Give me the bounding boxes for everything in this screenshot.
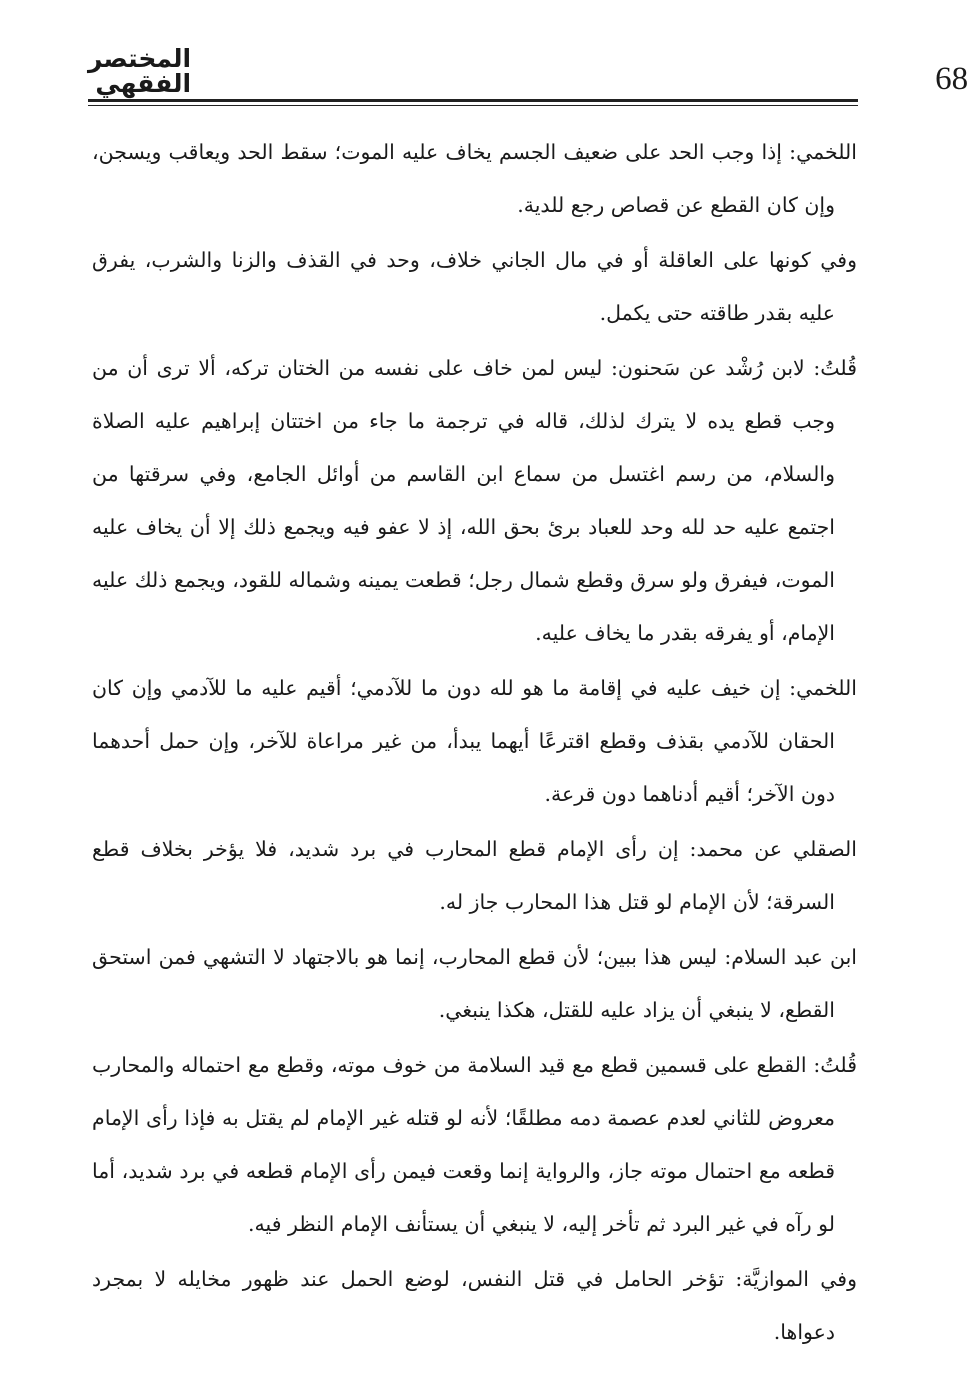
paragraph-siqilli: الصقلي عن محمد: إن رأى الإمام قطع المحارب في برد شديد، فلا يؤخر بخلاف قطع السرقة؛ لأن الإمام لو قتل هذا المحارب جاز له.	[92, 837, 857, 914]
book-title: المختصر الفقهي	[88, 44, 192, 98]
paragraph-lakhmi-fear: اللخمي: إن خيف عليه في إقامة ما هو لله دون ما للآدمي؛ أقيم عليه ما للآدمي وإن كان الحقان للآدمي بقذف وقطع اقترعًا أيهما يبدأ، من غير مراعاة للآخر، وإن حمل أحدهما دون الآخر؛ أقيم أدناهما دون قرعة.	[92, 676, 857, 806]
header-rule-thin	[88, 105, 858, 106]
paragraph-aqila: وفي كونها على العاقلة أو في مال الجاني خلاف، وحد في القذف والزنا والشرب، يفرق عليه بقدر طاقته حتى يكمل.	[92, 248, 857, 325]
body-text	[92, 126, 857, 1361]
paragraph-ibn-rushd-sahnun: قُلتُ: لابن رُشْد عن سَحنون: ليس لمن خاف على نفسه من الختان تركه، ألا ترى أن من وجب قطع يده لا يترك لذلك، قاله في ترجمة ما جاء من اختتان إبراهيم عليه الصلاة والسلام، من رسم اغتسل من سماع ابن القاسم من أوائل الجامع، وفي سرقتها من اجتمع عليه حد لله وحد للعباد برئ بحق الله، إذ لا عفو فيه ويجمع ذلك إلا أن يخاف عليه الموت، فيفرق ولو سرق وقطع شمال رجل؛ قطعت يمينه وشماله للقود، ويجمع ذلك عليه الإمام، أو يفرقه بقدر ما يخاف عليه.	[92, 356, 857, 645]
header-rule-thick	[88, 99, 858, 102]
paragraph-ibn-abd-al-salam: ابن عبد السلام: ليس هذا ببين؛ لأن قطع المحارب، إنما هو بالاجتهاد لا التشهي فمن استحق القطع، لا ينبغي أن يزاد عليه للقتل، هكذا ينبغي.	[92, 945, 857, 1022]
page-header	[88, 44, 968, 98]
paragraph-mawaziyya: وفي الموازيَّة: تؤخر الحامل في قتل النفس، لوضع الحمل عند ظهور مخايله لا بمجرد دعواها.	[92, 1267, 857, 1344]
page-number: 68	[935, 61, 968, 97]
paragraph-lakhmi-weak-body: اللخمي: إذا وجب الحد على ضعيف الجسم يخاف عليه الموت؛ سقط الحد ويعاقب ويسجن، وإن كان القطع عن قصاص رجع للدية.	[92, 140, 857, 217]
paragraph-qultu-two-kinds: قُلتُ: القطع على قسمين قطع مع قيد السلامة من خوف موته، وقطع مع احتماله والمحارب معروض للثاني لعدم عصمة دمه مطلقًا؛ لأنه لو قتله غير الإمام لم يقتل به فإذا رأى الإمام قطعه مع احتمال موته جاز، والرواية إنما وقعت فيمن رأى الإمام قطعه في برد شديد، أما لو رآه في غير البرد ثم تأخر إليه، لا ينبغي أن يستأنف الإمام النظر فيه.	[92, 1053, 857, 1236]
